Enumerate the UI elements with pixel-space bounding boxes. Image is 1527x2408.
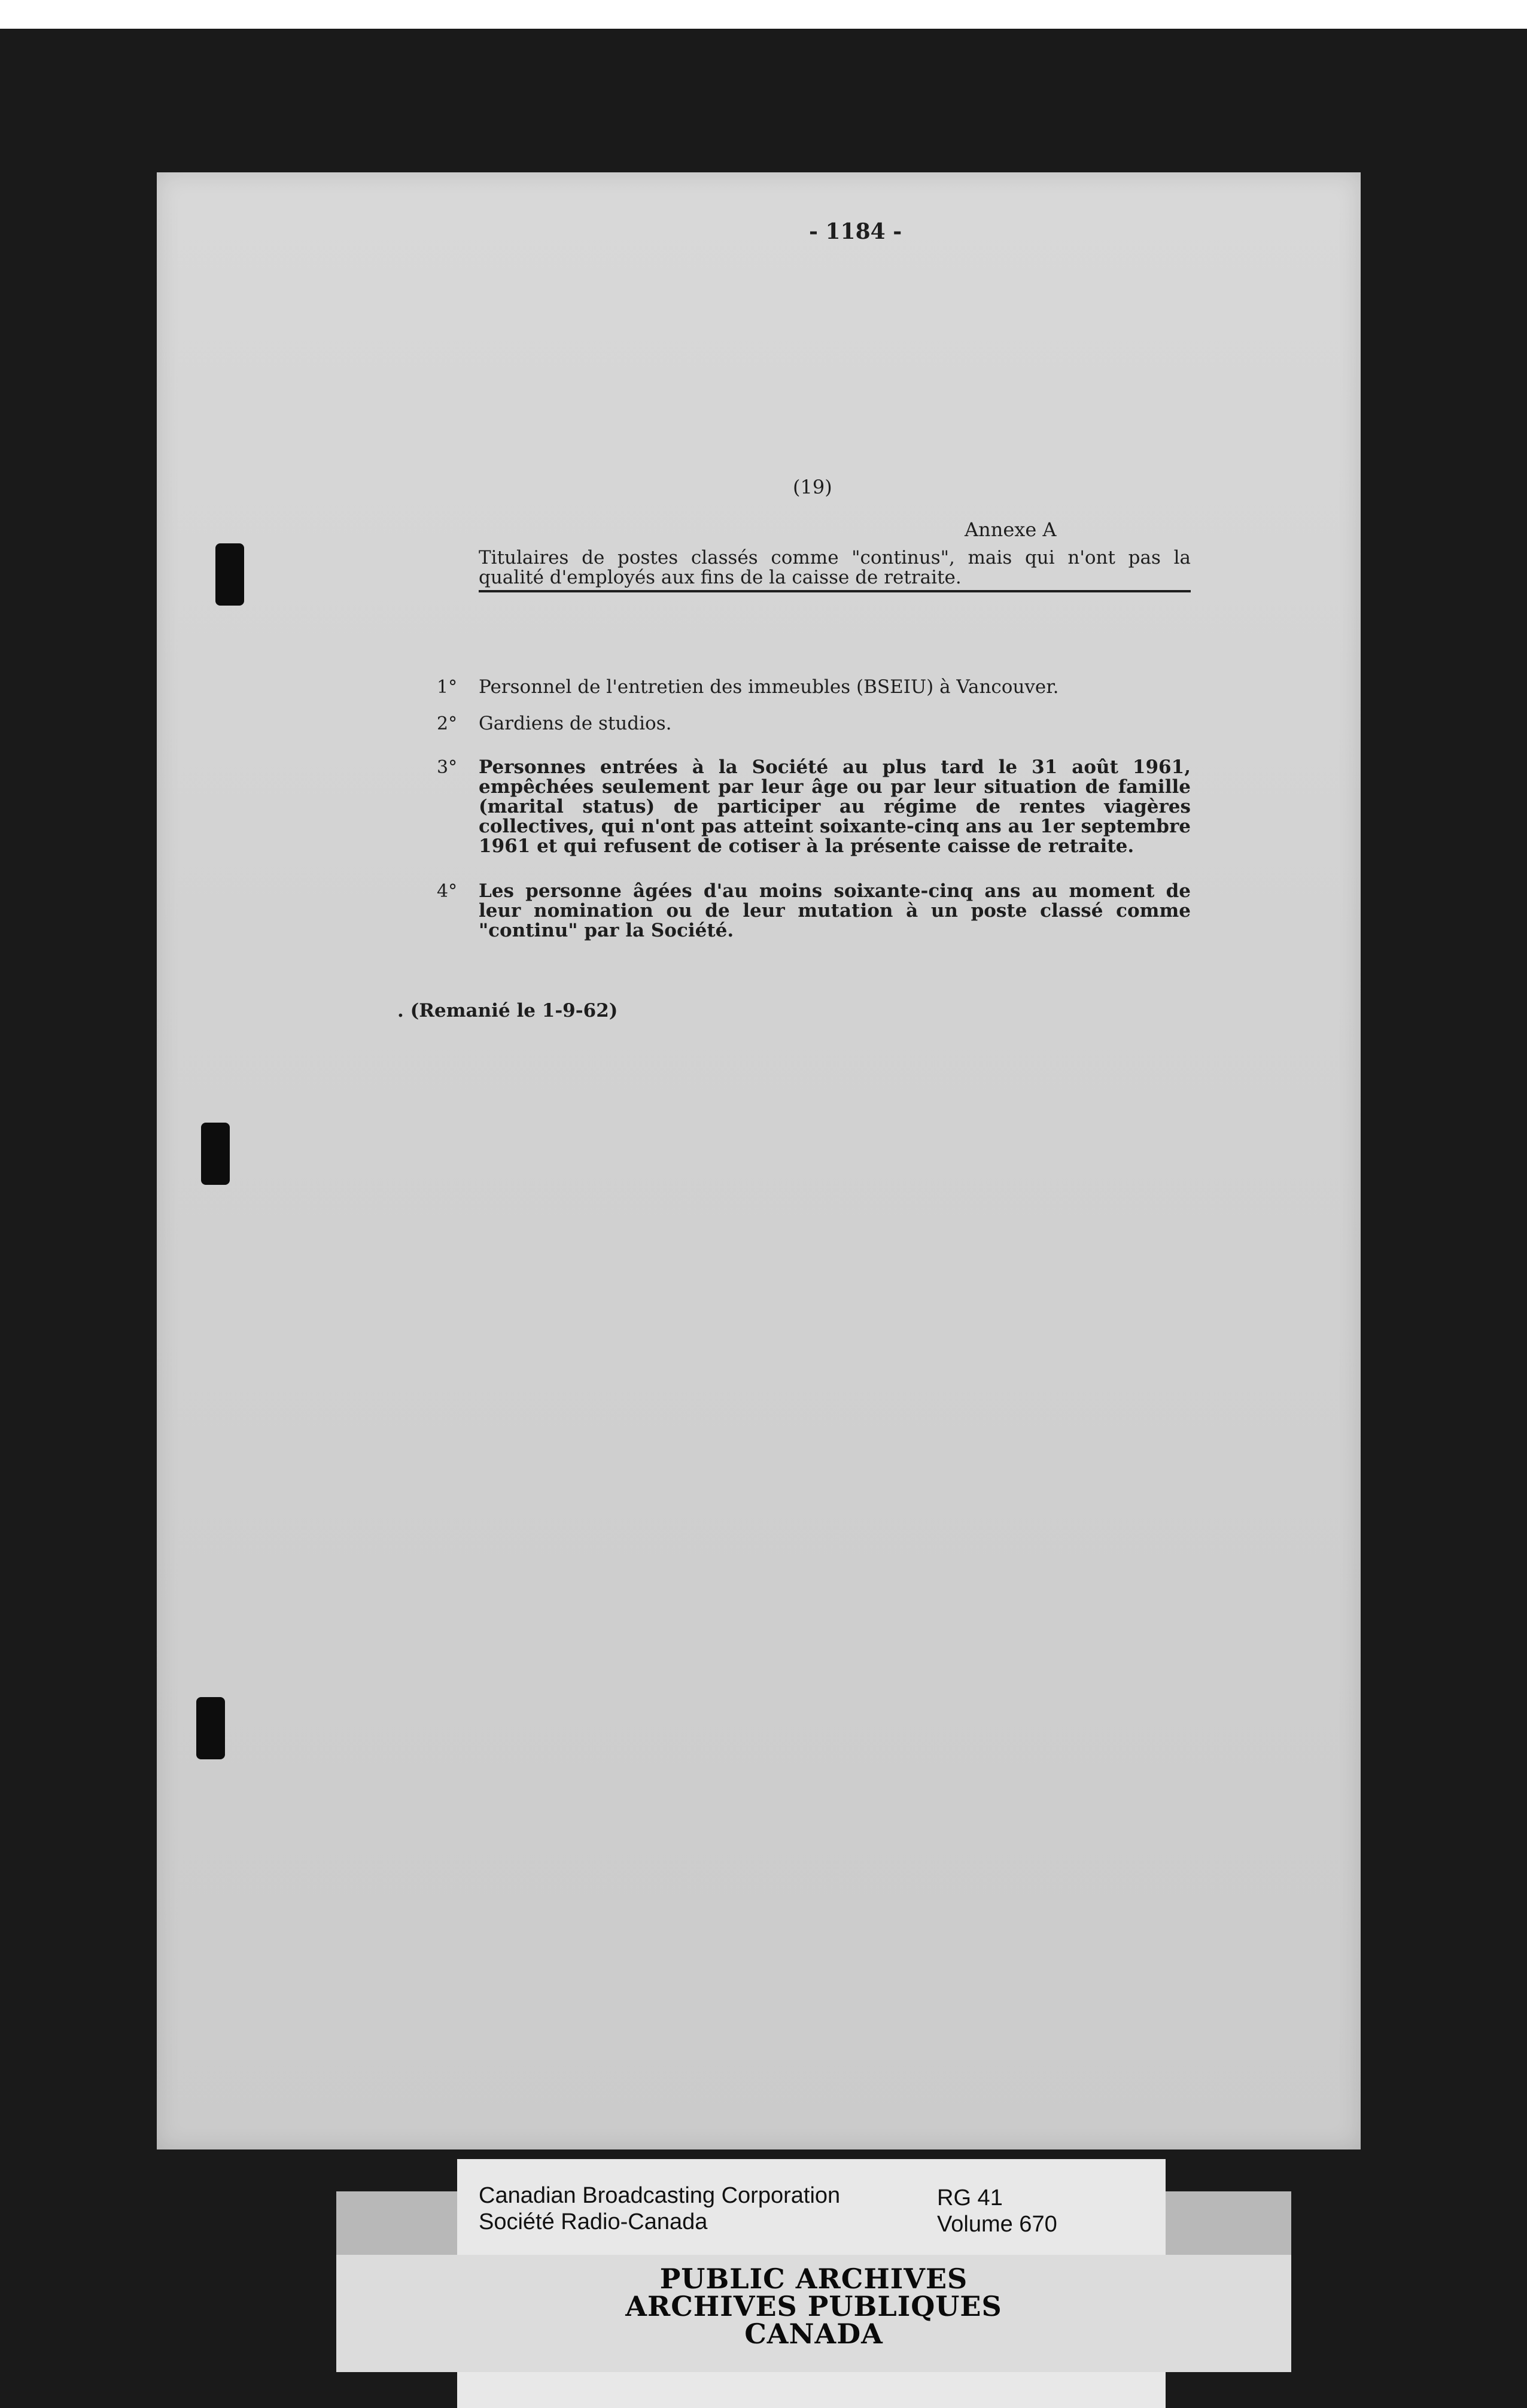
annex-label: Annexe A	[965, 518, 1057, 541]
punch-hole-bottom	[196, 1697, 225, 1759]
archive-stamp-line: ARCHIVES PUBLIQUES	[625, 2290, 1002, 2322]
item-number: 1°	[437, 677, 458, 698]
item-text: Les personne âgées d'au moins soixante-cinq ans au moment de leur nomination ou de leur mutation à un poste classé comme "continu" par la Société.	[479, 880, 1191, 941]
archive-stamp-line: CANADA	[744, 2318, 883, 2350]
item-number: 3°	[437, 757, 458, 778]
punch-hole-middle	[201, 1123, 230, 1185]
document-page	[157, 172, 1361, 2149]
organization-english: Canadian Broadcasting Corporation	[479, 2183, 841, 2208]
revision-note: . (Remanié le 1-9-62)	[397, 1000, 618, 1021]
annex-number: (19)	[793, 476, 832, 498]
item-text: Personnel de l'entretien des immeubles (BSEIU) à Vancouver.	[479, 676, 1059, 698]
annex-heading: Titulaires de postes classés comme "continus", mais qui n'ont pas la qualité d'employés aux fins de la caisse de retraite.	[479, 548, 1191, 592]
volume-number: Volume 670	[937, 2212, 1057, 2237]
item-text: Personnes entrées à la Société au plus tard le 31 août 1961, empêchées seulement par leur âge ou par leur situation de famille (marital status) de participer au régime de rentes viagères collectives, qui n'ont pas atteint soixante-cinq ans au 1er septembre 1961 et qui refusent de cotiser à la présente caisse de retraite.	[479, 756, 1191, 857]
record-group: RG 41	[937, 2185, 1003, 2211]
item-number: 2°	[437, 713, 458, 734]
punch-hole-top	[215, 543, 244, 606]
item-text: Gardiens de studios.	[479, 713, 672, 734]
organization-french: Société Radio-Canada	[479, 2209, 708, 2234]
archive-stamp-line: PUBLIC ARCHIVES	[659, 2263, 968, 2295]
item-number: 4°	[437, 881, 458, 902]
page-number: - 1184 -	[809, 219, 902, 244]
